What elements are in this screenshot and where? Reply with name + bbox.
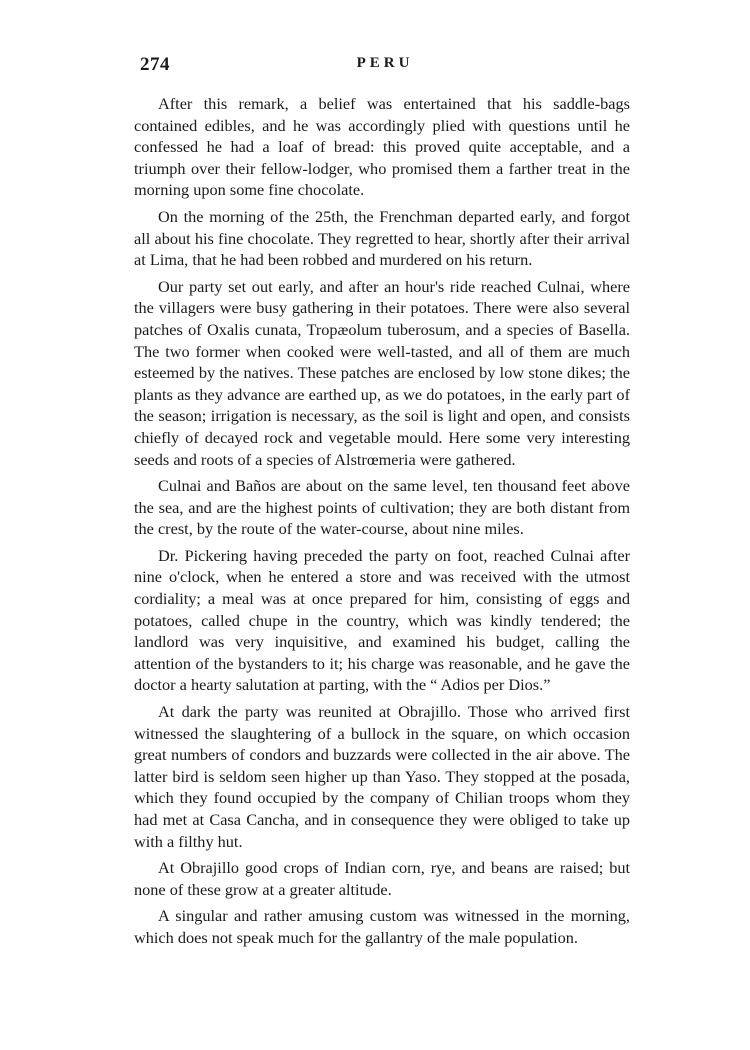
page-number: 274 [140,54,170,75]
body-text [134,93,630,954]
paragraph: Dr. Pickering having preceded the party on foot, reached Culnai after nine o'clock, when he entered a store and was received with the utmost cordiality; a meal was at once prepared for him, consisting of eggs and potatoes, called chupe in the country, which was kindly tendered; the landlord was very inquisitive, and examined his budget, calling the attention of the bystanders to it; his charge was reasonable, and he gave the doctor a hearty salutation at parting, with the “ Adios per Dios.” [134,545,630,695]
running-head [140,54,630,78]
paragraph: At Obrajillo good crops of Indian corn, rye, and beans are raised; but none of these grow at a greater altitude. [134,858,630,899]
paragraph: A singular and rather amusing custom was witnessed in the morning, which does not speak much for the gallantry of the male population. [134,906,630,947]
paragraph: Our party set out early, and after an hour's ride reached Culnai, where the villagers were busy gathering in their potatoes. There were also several patches of Oxalis cunata, Tropæolum tuberosum, and a species of Basella. The two former when cooked were well-tasted, and all of them are much esteemed by the natives. These patches are enclosed by low stone dikes; the plants as they advance are earthed up, as we do potatoes, in the early part of the season; irrigation is necessary, as the soil is light and open, and consists chiefly of decayed rock and vegetable mould. Here some very interesting seeds and roots of a species of Alstrœmeria were gathered. [134,276,630,469]
running-title: PERU [356,55,414,71]
paragraph: At dark the party was reunited at Obrajillo. Those who arrived first witnessed the slaughtering of a bullock in the square, on which occasion great numbers of condors and buzzards were collected in the air above. The latter bird is seldom seen higher up than Yaso. They stopped at the posada, which they found occupied by the company of Chilian troops whom they had met at Casa Cancha, and in consequence they were obliged to take up with a filthy hut. [134,702,630,851]
paragraph: Culnai and Baños are about on the same level, ten thousand feet above the sea, and are the highest points of cultivation; they are both distant from the crest, by the route of the water-course, about nine miles. [134,476,630,539]
paragraph: On the morning of the 25th, the Frenchman departed early, and forgot all about his fine chocolate. They regretted to hear, shortly after their arrival at Lima, that he had been robbed and murdered on his return. [134,206,630,270]
paragraph: After this remark, a belief was entertained that his saddle-bags contained edibles, and he was accordingly plied with questions until he confessed he had a loaf of bread: this proved quite acceptable, and a triumph over their fellow-lodger, who promised them a farther treat in the morning upon some fine chocolate. [134,94,630,200]
